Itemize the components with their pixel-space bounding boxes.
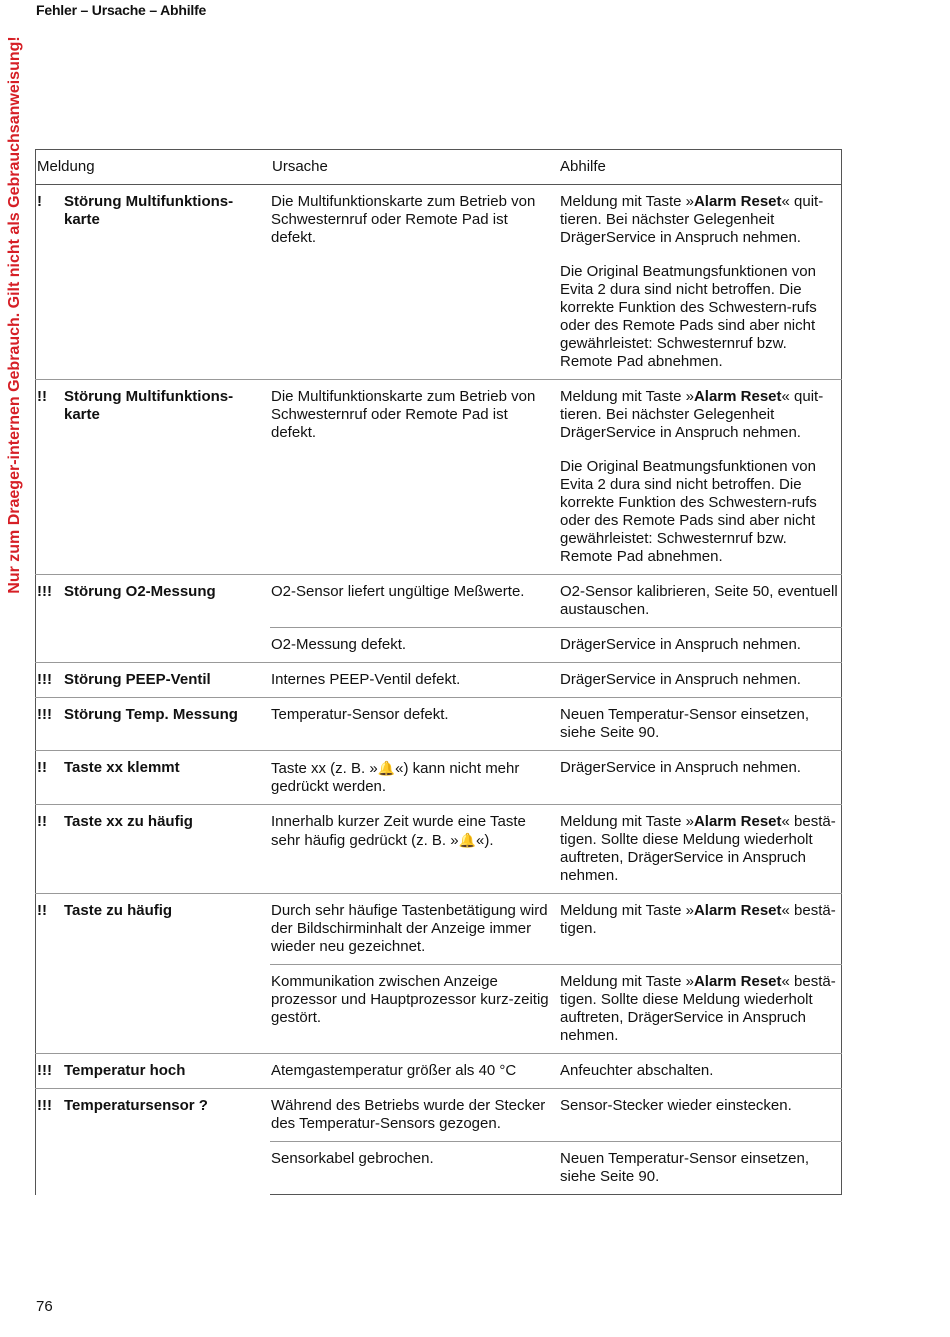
message-cell [35, 380, 270, 575]
cause-cell [270, 965, 558, 1054]
watermark-strip [2, 0, 28, 630]
remedy-text: Neuen Temperatur-Sensor einsetzen, siehe Seite 90. [560, 706, 810, 741]
remedy-cell [558, 698, 842, 751]
message-text: Störung PEEP-Ventil [64, 671, 211, 688]
alarm-reset-key: Alarm Reset [693, 902, 782, 919]
remedy-text-part: Meldung mit Taste » [560, 973, 694, 990]
remedy-text: Sensor-Stecker wieder einstecken. [560, 1097, 792, 1114]
cause-text: Kommunikation zwischen Anzeige prozessor und Hauptprozessor kurz-zeitig gestört. [271, 973, 549, 1026]
alarm-priority: !!! [37, 706, 52, 723]
cause-cell [270, 1054, 558, 1089]
remedy-text: DrägerService in Anspruch nehmen. [560, 759, 801, 776]
remedy-cell [558, 1142, 842, 1195]
cause-text: «). [476, 832, 494, 849]
table-row [35, 894, 842, 965]
remedy-text: Neuen Temperatur-Sensor einsetzen, siehe Seite 90. [560, 1150, 810, 1185]
cause-text: Die Multifunktionskarte zum Betrieb von Schwesternruf oder Remote Pad ist defekt. [271, 193, 536, 246]
cause-cell [270, 894, 558, 965]
cause-text: O2-Messung defekt. [271, 636, 407, 653]
message-cell [35, 751, 270, 805]
remedy-cell [558, 575, 842, 628]
remedy-text: DrägerService in Anspruch nehmen. [560, 671, 801, 688]
remedy-text-part: « bestä-tigen. [560, 902, 836, 937]
cause-cell [270, 185, 558, 380]
bell-icon: 🔔 [377, 760, 396, 776]
remedy-cell [558, 380, 842, 575]
cause-cell [270, 380, 558, 575]
remedy-text [560, 388, 840, 442]
cause-text: Sensorkabel gebrochen. [271, 1150, 434, 1167]
cause-text: Temperatur-Sensor defekt. [271, 706, 449, 723]
message-cell [35, 894, 270, 1054]
watermark-text: Nur zum Draeger-internen Gebrauch. Gilt nicht als Gebrauchsanweisung! [6, 36, 23, 594]
header-abhilfe: Abhilfe [558, 150, 842, 185]
alarm-priority: !! [37, 388, 47, 405]
cause-cell [270, 805, 558, 894]
alarm-reset-key: Alarm Reset [693, 193, 782, 210]
message-cell [35, 805, 270, 894]
remedy-cell [558, 628, 842, 663]
alarm-priority: !! [37, 813, 47, 830]
remedy-text [560, 193, 840, 247]
remedy-cell [558, 663, 842, 698]
cause-text: Taste xx (z. B. » [271, 760, 378, 777]
cause-cell [270, 698, 558, 751]
remedy-text-part: Meldung mit Taste » [560, 813, 694, 830]
header-meldung: Meldung [35, 150, 270, 185]
remedy-cell [558, 965, 842, 1054]
table-row [35, 380, 842, 575]
remedy-text: Anfeuchter abschalten. [560, 1062, 714, 1079]
table-row [35, 698, 842, 751]
page-number: 76 [36, 1298, 53, 1315]
cause-text: Während des Betriebs wurde der Stecker des Temperatur-Sensors gezogen. [271, 1097, 546, 1132]
remedy-cell [558, 1089, 842, 1142]
remedy-cell [558, 185, 842, 380]
remedy-text-part: « bestä-tigen. Sollte diese Meldung wiederholt auftreten, DrägerService in Anspruch nehmen. [560, 973, 836, 1044]
message-text: Störung Multifunktions-karte [64, 193, 234, 228]
message-text: Taste xx zu häufig [64, 813, 193, 830]
message-text: Taste zu häufig [64, 902, 173, 919]
message-text: Taste xx klemmt [64, 759, 180, 776]
alarm-priority: !!! [37, 1097, 52, 1114]
cause-text: Innerhalb kurzer Zeit wurde eine Taste sehr häufig gedrückt (z. B. » [271, 813, 526, 849]
remedy-text-part: « quit-tieren. Bei nächster Gelegenheit DrägerService in Anspruch nehmen. [560, 193, 824, 246]
bell-icon: 🔔 [458, 832, 477, 848]
table-row [35, 1054, 842, 1089]
message-text: Störung Temp. Messung [64, 706, 238, 723]
remedy-text-part: « quit-tieren. Bei nächster Gelegenheit DrägerService in Anspruch nehmen. [560, 388, 824, 441]
table-header-row [35, 150, 842, 185]
alarm-reset-key: Alarm Reset [693, 388, 782, 405]
table-row [35, 185, 842, 380]
message-text: Störung O2-Messung [64, 583, 216, 600]
cause-cell [270, 751, 558, 805]
alarm-reset-key: Alarm Reset [693, 973, 782, 990]
error-table [35, 149, 842, 1195]
message-text: Temperatursensor ? [64, 1097, 208, 1114]
cause-text: Internes PEEP-Ventil defekt. [271, 671, 461, 688]
cause-text: Die Multifunktionskarte zum Betrieb von Schwesternruf oder Remote Pad ist defekt. [271, 388, 536, 441]
cause-text: Atemgastemperatur größer als 40 °C [271, 1062, 517, 1079]
table-row [35, 663, 842, 698]
cause-cell [270, 663, 558, 698]
remedy-text: DrägerService in Anspruch nehmen. [560, 636, 801, 653]
cause-cell [270, 1142, 558, 1195]
alarm-priority: !! [37, 759, 47, 776]
cause-cell [270, 1089, 558, 1142]
message-cell [35, 1054, 270, 1089]
remedy-text-part: Meldung mit Taste » [560, 388, 694, 405]
message-cell [35, 663, 270, 698]
message-cell [35, 698, 270, 751]
message-cell [35, 185, 270, 380]
alarm-priority: !!! [37, 1062, 52, 1079]
alarm-priority: !!! [37, 583, 52, 600]
remedy-text-part: Meldung mit Taste » [560, 902, 694, 919]
message-text: Störung Multifunktions-karte [64, 388, 234, 423]
alarm-priority: ! [37, 193, 42, 210]
table-row [35, 1089, 842, 1142]
alarm-priority: !! [37, 902, 47, 919]
remedy-text: O2-Sensor kalibrieren, Seite 50, eventuell austauschen. [560, 583, 838, 618]
remedy-text-part: Meldung mit Taste » [560, 193, 694, 210]
cause-text: «) kann nicht mehr gedrückt werden. [271, 760, 520, 795]
remedy-cell [558, 805, 842, 894]
message-cell [35, 575, 270, 663]
remedy-cell [558, 751, 842, 805]
message-text: Temperatur hoch [64, 1062, 186, 1079]
table-row [35, 805, 842, 894]
remedy-note: Die Original Beatmungsfunktionen von Evita 2 dura sind nicht betroffen. Die korrekte Funktion des Schwestern-rufs oder des Remote Pads sind aber nicht gewährleistet: Schwesternruf bzw. Remote Pad abnehmen. [560, 263, 817, 370]
alarm-reset-key: Alarm Reset [693, 813, 782, 830]
remedy-note: Die Original Beatmungsfunktionen von Evita 2 dura sind nicht betroffen. Die korrekte Funktion des Schwestern-rufs oder des Remote Pads sind aber nicht gewährleistet: Schwesternruf bzw. Remote Pad abnehmen. [560, 458, 817, 565]
cause-text: Durch sehr häufige Tastenbetätigung wird der Bildschirminhalt der Anzeige immer wieder neu gezeichnet. [271, 902, 548, 955]
cause-cell [270, 575, 558, 628]
header-ursache: Ursache [270, 150, 558, 185]
remedy-cell [558, 894, 842, 965]
page-header: Fehler – Ursache – Abhilfe [36, 2, 207, 18]
message-cell [35, 1089, 270, 1195]
table-row [35, 575, 842, 628]
cause-cell [270, 628, 558, 663]
remedy-cell [558, 1054, 842, 1089]
cause-text: O2-Sensor liefert ungültige Meßwerte. [271, 583, 525, 600]
table-row [35, 751, 842, 805]
remedy-text-part: « bestä-tigen. Sollte diese Meldung wiederholt auftreten, DrägerService in Anspruch nehmen. [560, 813, 836, 884]
alarm-priority: !!! [37, 671, 52, 688]
